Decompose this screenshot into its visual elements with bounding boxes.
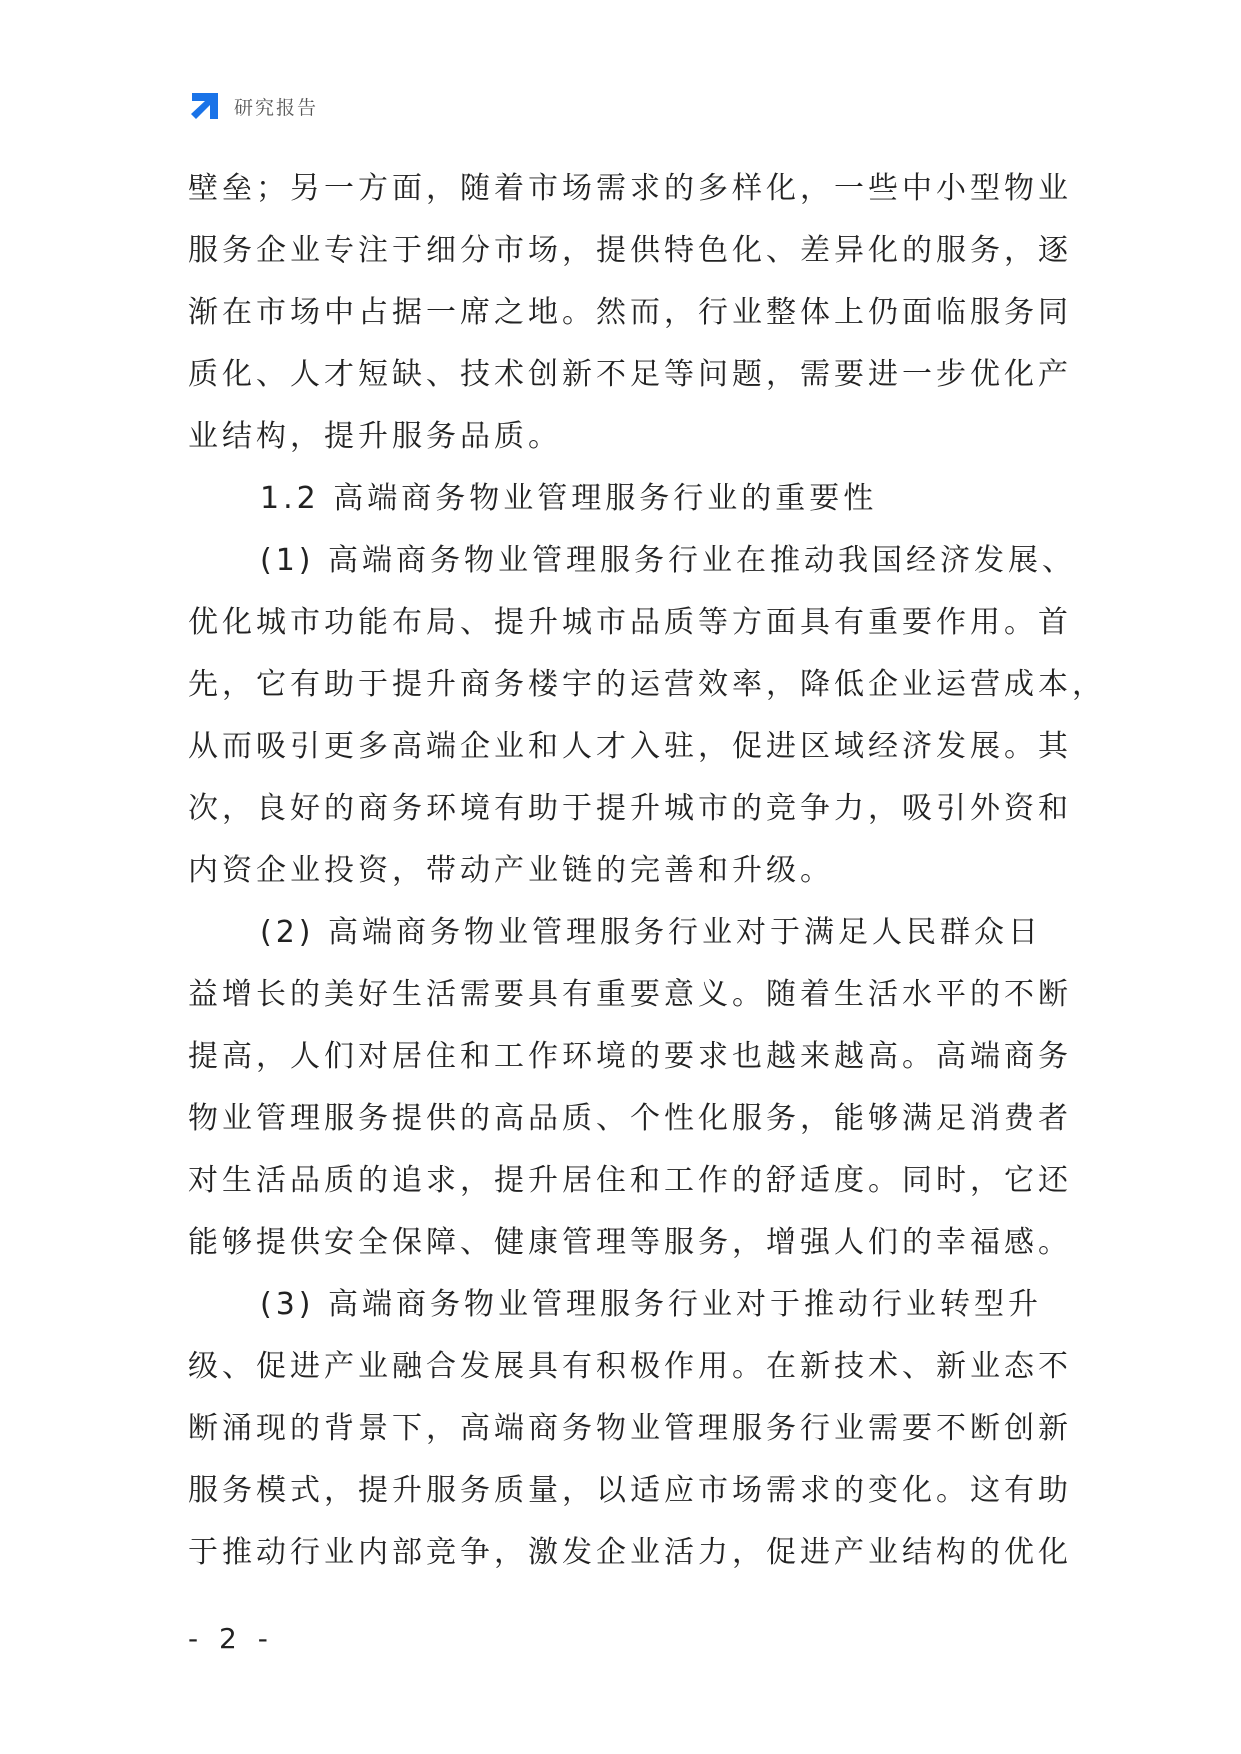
paragraph-1-start: (1) 高端商务物业管理服务行业在推动我国经济发展、 [260, 543, 1077, 578]
body-line: 对生活品质的追求，提升居住和工作的舒适度。同时，它还 [188, 1163, 1072, 1198]
body-line: 能够提供安全保障、健康管理等服务，增强人们的幸福感。 [188, 1225, 1072, 1260]
paragraph-3-start: (3) 高端商务物业管理服务行业对于推动行业转型升 [260, 1287, 1043, 1322]
section-heading: 1.2 高端商务物业管理服务行业的重要性 [260, 481, 878, 516]
body-line: 业结构，提升服务品质。 [188, 419, 562, 454]
body-line: 次，良好的商务环境有助于提升城市的竞争力，吸引外资和 [188, 791, 1072, 826]
document-header [188, 88, 318, 124]
body-line: 断涌现的背景下，高端商务物业管理服务行业需要不断创新 [188, 1411, 1072, 1446]
body-line: 先，它有助于提升商务楼宇的运营效率，降低企业运营成本， [188, 667, 1106, 702]
body-line: 级、促进产业融合发展具有积极作用。在新技术、新业态不 [188, 1349, 1072, 1384]
document-body [188, 158, 1106, 1584]
body-line: 益增长的美好生活需要具有重要意义。随着生活水平的不断 [188, 977, 1072, 1012]
body-line: 物业管理服务提供的高品质、个性化服务，能够满足消费者 [188, 1101, 1072, 1136]
body-line: 质化、人才短缺、技术创新不足等问题，需要进一步优化产 [188, 357, 1072, 392]
arrow-logo-icon [188, 89, 222, 123]
body-line: 服务模式，提升服务质量，以适应市场需求的变化。这有助 [188, 1473, 1072, 1508]
body-line: 于推动行业内部竞争，激发企业活力，促进产业结构的优化 [188, 1535, 1072, 1570]
body-line: 壁垒；另一方面，随着市场需求的多样化，一些中小型物业 [188, 171, 1072, 206]
body-line: 优化城市功能布局、提升城市品质等方面具有重要作用。首 [188, 605, 1072, 640]
body-line: 从而吸引更多高端企业和人才入驻，促进区域经济发展。其 [188, 729, 1072, 764]
body-line: 内资企业投资，带动产业链的完善和升级。 [188, 853, 834, 888]
page-number: - 2 - [188, 1622, 274, 1655]
paragraph-2-start: (2) 高端商务物业管理服务行业对于满足人民群众日 [260, 915, 1043, 950]
header-title: 研究报告 [234, 96, 319, 119]
body-line: 服务企业专注于细分市场，提供特色化、差异化的服务，逐 [188, 233, 1072, 268]
body-line: 提高，人们对居住和工作环境的要求也越来越高。高端商务 [188, 1039, 1072, 1074]
body-line: 渐在市场中占据一席之地。然而，行业整体上仍面临服务同 [188, 295, 1072, 330]
